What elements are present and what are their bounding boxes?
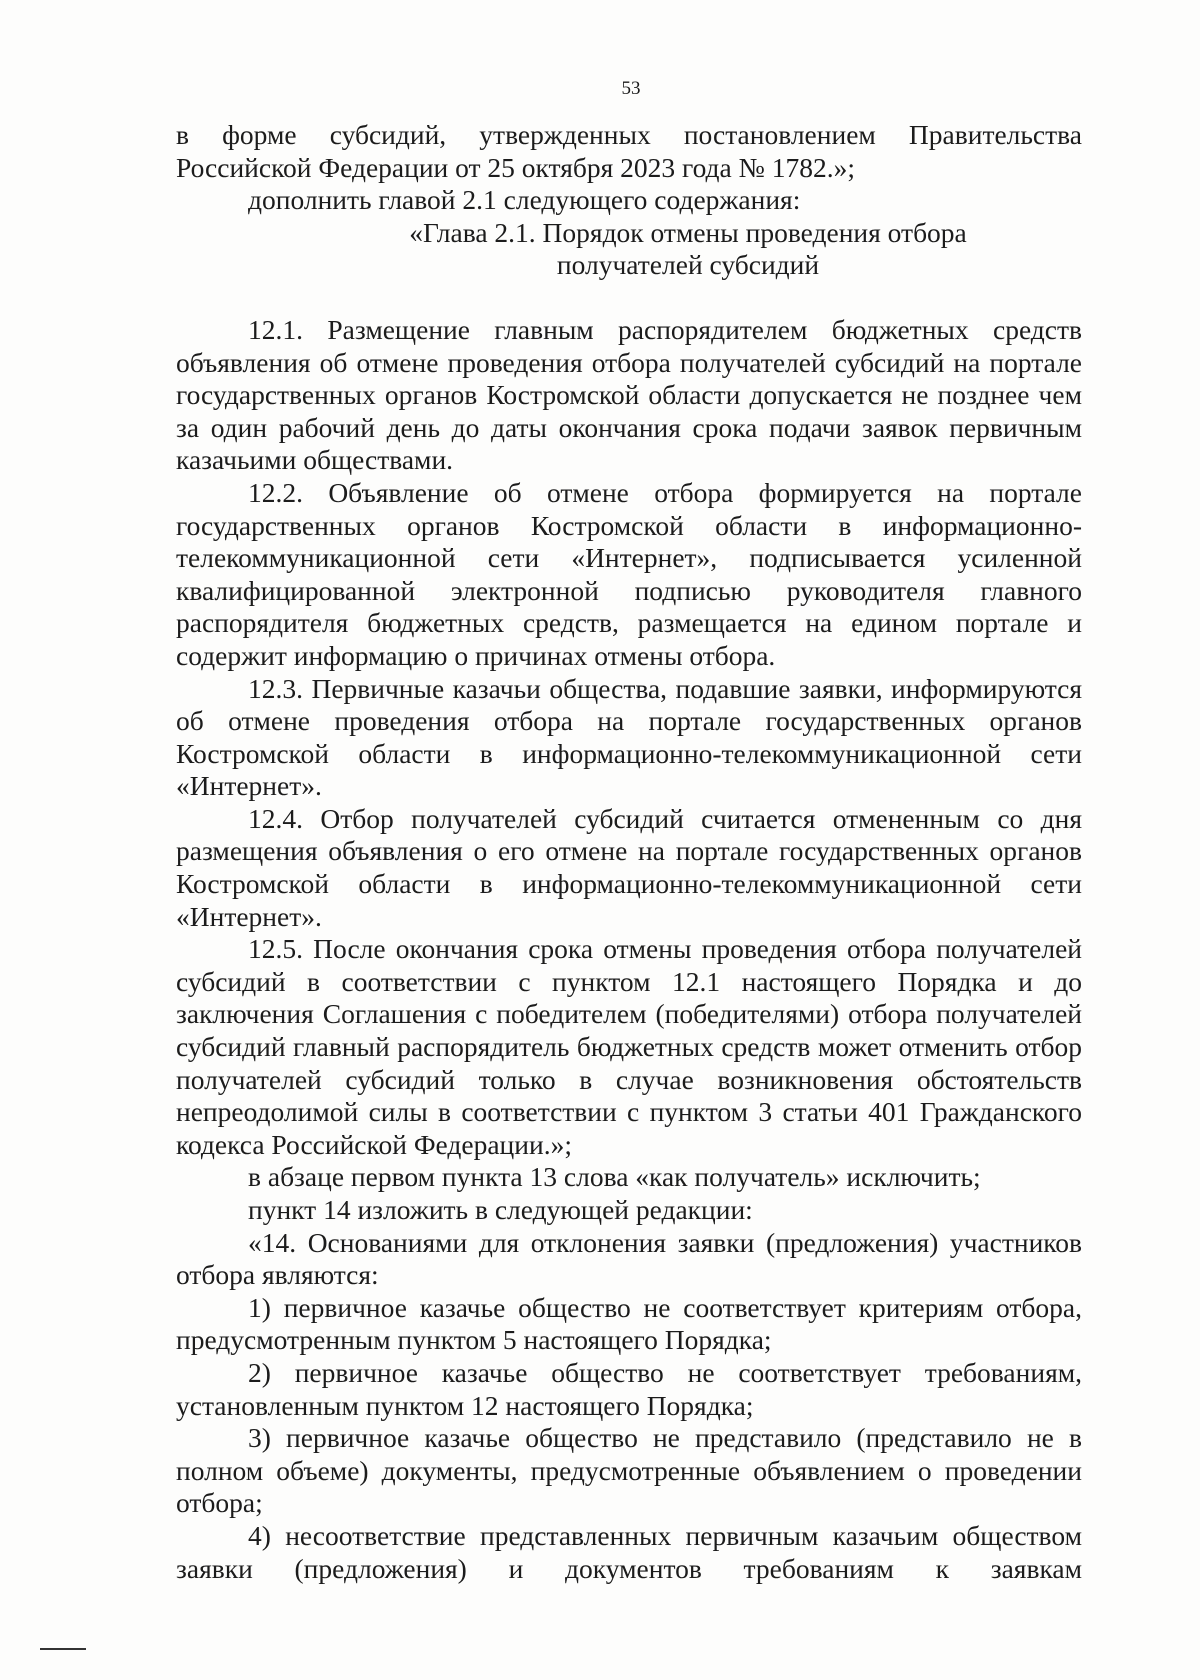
- paragraph-item-13: в абзаце первом пункта 13 слова «как получатель» исключить;: [248, 1161, 981, 1193]
- clause-12-1: 12.1. Размещение главным распорядителем бюджетных средств объявления об отмене проведения отбора получателей субсидий на портале государственных органов Костромской области допускается не позднее чем за один рабочий день до даты окончания срока подачи заявок первичным казачьими обществами.: [176, 313, 1082, 476]
- clause-14: «14. Основаниями для отклонения заявки (предложения) участников отбора являются:: [176, 1226, 1082, 1291]
- list-item-2: 2) первичное казачье общество не соответствует требованиям, установленным пунктом 12 настоящего Порядка;: [176, 1356, 1082, 1421]
- paragraph-intro: в форме субсидий, утвержденных постановлением Правительства Российской Федерации от 25 октября 2023 года № 1782.»;: [176, 119, 1082, 183]
- chapter-heading: [176, 217, 1082, 282]
- clause-12-2: 12.2. Объявление об отмене отбора формируется на портале государственных органов Костромской области в информационно-телекоммуникационной сети «Интернет», подписывается усиленной квалифицированной электронной подписью руководителя главного распорядителя бюджетных средств, размещается на едином портале и содержит информацию о причинах отмены отбора.: [176, 476, 1082, 671]
- clause-12-4: 12.4. Отбор получателей субсидий считается отмененным со дня размещения объявления о его отмене на портале государственных органов Костромской области в информационно-телекоммуникационной сети «Интернет».: [176, 802, 1082, 932]
- document-body: [176, 119, 1082, 1585]
- chapter-heading-line-2: получателей субсидий: [556, 249, 820, 281]
- clause-12-3: 12.3. Первичные казачьи общества, подавшие заявки, информируются об отмене проведения отбора на портале государственных органов Костромской области в информационно-телекоммуникационной сети «Интернет».: [176, 672, 1082, 802]
- scan-edge-mark: [40, 1648, 86, 1650]
- list-item-4: 4) несоответствие представленных первичным казачьим обществом заявки (предложения) и документов требованиям к заявкам: [176, 1519, 1082, 1584]
- list-item-1: 1) первичное казачье общество не соответствует критериям отбора, предусмотренным пунктом 5 настоящего Порядка;: [176, 1291, 1082, 1356]
- chapter-heading-line-1: «Глава 2.1. Порядок отмены проведения отбора: [409, 216, 967, 248]
- page-number: 53: [621, 78, 641, 99]
- paragraph-add-chapter: дополнить главой 2.1 следующего содержания:: [248, 184, 801, 216]
- list-item-3: 3) первичное казачье общество не представило (представило не в полном объеме) документы, предусмотренные объявлением о проведении отбора;: [176, 1422, 1082, 1519]
- paragraph-item-14-intro: пункт 14 изложить в следующей редакции:: [248, 1194, 753, 1225]
- clause-12-5: 12.5. После окончания срока отмены проведения отбора получателей субсидий в соответствии с пунктом 12.1 настоящего Порядка и до заключения Соглашения с победителем (победителями) отбора получателей субсидий главный распорядитель бюджетных средств может отменить отбор получателей субсидий только в случае возникновения обстоятельств непреодолимой силы в соответствии с пунктом 3 статьи 401 Гражданского кодекса Российской Федерации.»;: [176, 933, 1082, 1160]
